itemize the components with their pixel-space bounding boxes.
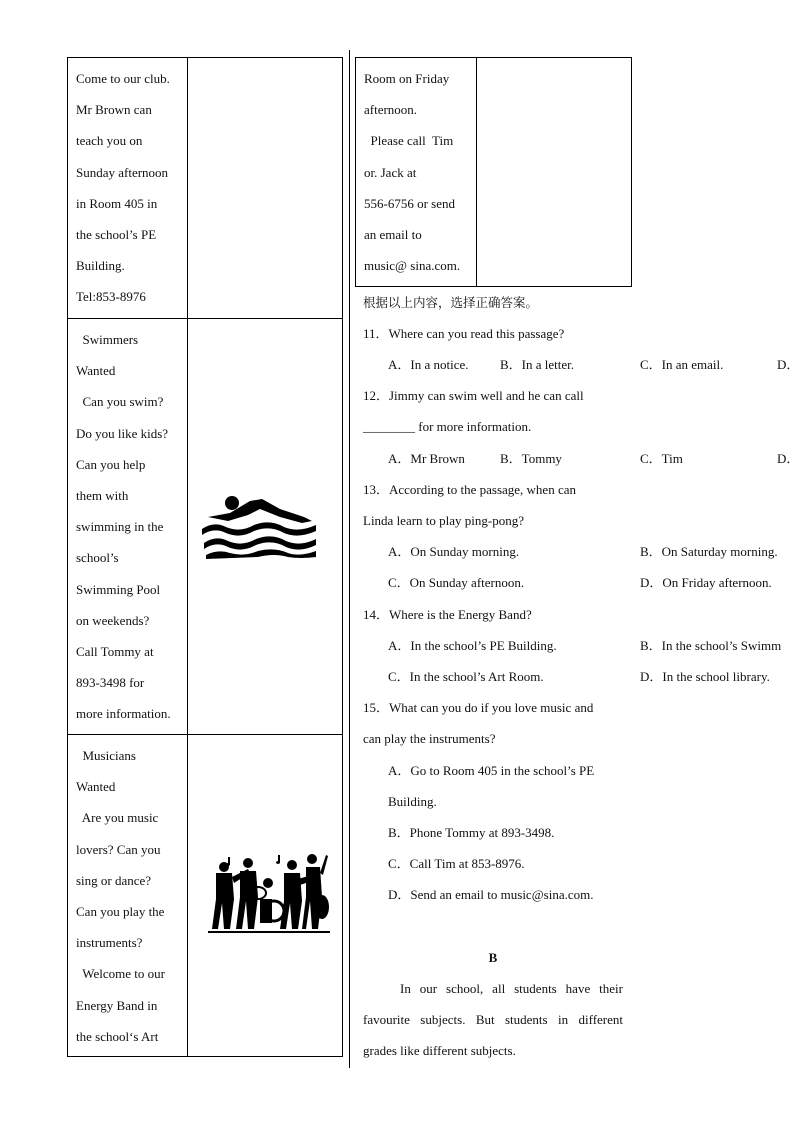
q15-option-c: C．Call Tim at 853-8976. <box>388 856 525 871</box>
ad-line: lovers? Can you <box>76 841 161 857</box>
q13-option-a: A．On Sunday morning. <box>388 544 520 559</box>
q12-stem-line1: 12．Jimmy can swim well and he can call <box>363 388 584 403</box>
swimmer-icon <box>200 495 318 559</box>
q14-option-b: B．In the school’s Swimm <box>640 638 782 653</box>
q13-stem-line1: 13．According to the passage, when can <box>363 482 576 497</box>
q11-option-a: A．In a notice. <box>388 357 469 372</box>
ad-line: or. Jack at <box>364 164 417 180</box>
q11-option-d: D． <box>777 357 799 372</box>
ad-line: Room on Friday <box>364 71 450 86</box>
q14-option-d: D．In the school library. <box>640 669 770 684</box>
q14-option-a: A．In the school’s PE Building. <box>388 638 557 653</box>
ad-line: more information. <box>76 706 171 722</box>
ad-line: Come to our club. <box>76 71 170 86</box>
ad-line: Swimming Pool <box>76 581 161 597</box>
ad-swimmers <box>68 319 188 735</box>
q14-stem: 14．Where is the Energy Band? <box>363 607 532 622</box>
q11-stem: 11．Where can you read this passage? <box>363 326 565 341</box>
q11-option-b: B．In a letter. <box>500 357 575 372</box>
q12-option-a: A．Mr Brown <box>388 451 465 466</box>
ad-swimmers-image-cell <box>187 319 342 735</box>
q12-option-b: B．Tommy <box>500 451 562 466</box>
q15-stem-line1: 15．What can you do if you love music and <box>363 700 594 715</box>
instruction-text: 根据以上内容，选择正确答案。 <box>363 295 539 310</box>
ad-musicians <box>68 735 188 1057</box>
q12-option-d: D． <box>777 451 799 466</box>
ad-line: swimming in the <box>76 519 164 535</box>
ad-line: Can you play the <box>76 903 165 919</box>
ad-line: the school‘s Art <box>76 1028 159 1044</box>
section-b-para-line3: grades like different subjects. <box>363 1043 516 1058</box>
ad-line: teach you on <box>76 133 143 149</box>
ad-line: Swimmers <box>76 332 139 347</box>
ad-line: music@ sina.com. <box>364 258 461 274</box>
ad-club-image-cell <box>187 58 342 319</box>
ad-line: Please call Tim <box>364 133 454 149</box>
section-b-para-line1: In our school, all students have their <box>400 981 623 996</box>
ad-line: Can you help <box>76 456 146 472</box>
ad-line: on weekends? <box>76 612 150 628</box>
q15-option-d: D．Send an email to music@sina.com. <box>388 887 594 902</box>
ad-line: the school’s PE <box>76 226 157 242</box>
q13-option-d: D．On Friday afternoon. <box>640 575 772 590</box>
ad-continued-image-cell <box>476 58 631 287</box>
ad-line: Building. <box>76 258 125 274</box>
ad-line: 556-6756 or send <box>364 195 455 211</box>
q12-stem-line2: ________ for more information. <box>363 419 532 434</box>
ad-line: Tel:853-8976 <box>76 289 146 305</box>
ad-line: 893-3498 for <box>76 675 145 691</box>
ad-line: Welcome to our <box>76 966 165 982</box>
ad-line: Sunday afternoon <box>76 164 169 180</box>
ad-club <box>68 58 188 319</box>
q15-option-b: B．Phone Tommy at 893-3498. <box>388 825 555 840</box>
ad-line: Wanted <box>76 779 116 795</box>
q14-option-c: C．In the school’s Art Room. <box>388 669 544 684</box>
section-b-heading: B <box>488 950 498 965</box>
q13-option-b: B．On Saturday morning. <box>640 544 778 559</box>
ad-line: Can you swim? <box>76 394 164 410</box>
ads-table <box>67 57 343 1057</box>
ad-line: school’s <box>76 550 119 566</box>
ad-line: sing or dance? <box>76 872 152 888</box>
q12-option-c: C．Tim <box>640 451 683 466</box>
ad-line: them with <box>76 487 129 503</box>
q15-stem-line2: can play the instruments? <box>363 731 496 746</box>
q15-option-a-cont: Building. <box>388 794 437 809</box>
band-musicians-icon <box>208 853 330 933</box>
q13-stem-line2: Linda learn to play ping-pong? <box>363 513 525 528</box>
q15-option-a: A．Go to Room 405 in the school’s PE <box>388 763 595 778</box>
ad-line: in Room 405 in <box>76 195 158 211</box>
ad-line: Mr Brown can <box>76 102 152 118</box>
q13-option-c: C．On Sunday afternoon. <box>388 575 525 590</box>
ad-musicians-image-cell <box>187 735 342 1057</box>
ad-line: Musicians <box>76 748 136 763</box>
ad-line: Call Tommy at <box>76 643 154 659</box>
ad-musicians-continued <box>356 58 477 287</box>
ad-line: instruments? <box>76 935 143 951</box>
q11-option-c: C．In an email. <box>640 357 724 372</box>
ad-line: Are you music <box>76 810 159 826</box>
ad-line: Wanted <box>76 363 116 379</box>
ads-continuation-table <box>355 57 632 287</box>
section-b-para-line2: favourite subjects. But students in different <box>363 1012 623 1027</box>
ad-line: afternoon. <box>364 102 418 118</box>
ad-line: Do you like kids? <box>76 425 169 441</box>
column-divider <box>349 50 350 1068</box>
ad-line: Energy Band in <box>76 997 158 1013</box>
ad-line: an email to <box>364 226 422 242</box>
